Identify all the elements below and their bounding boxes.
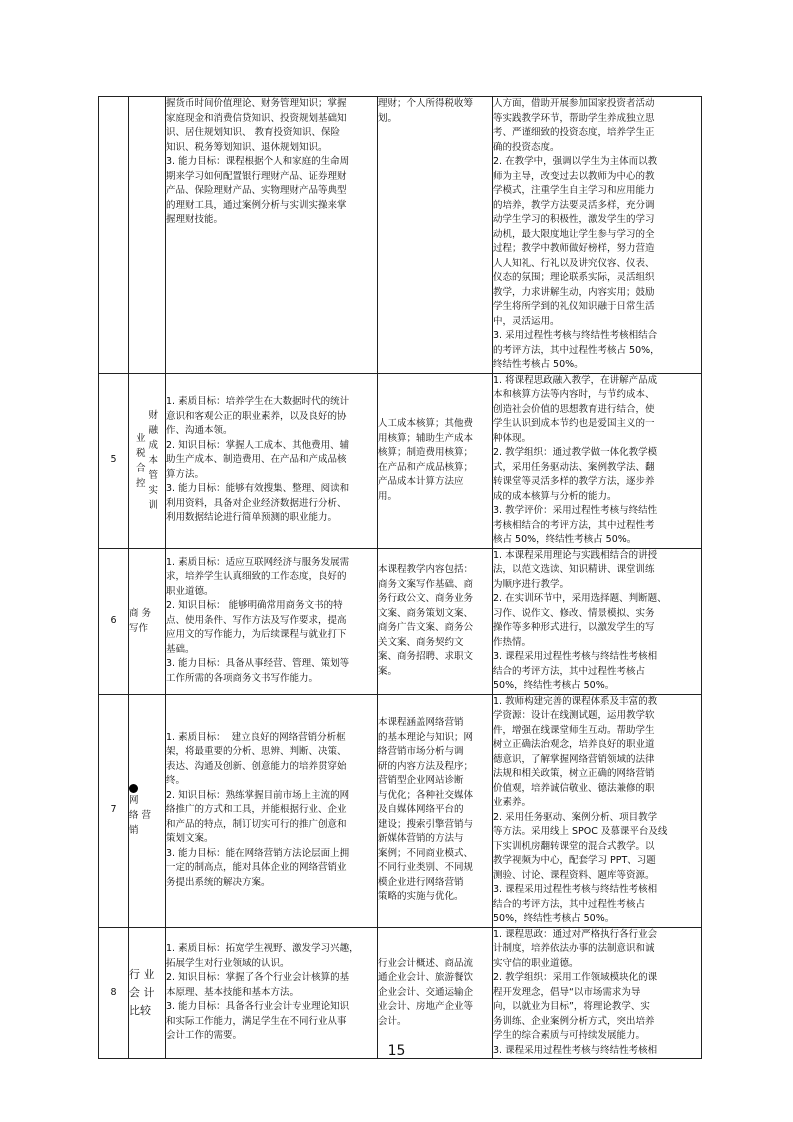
goal-line: 的理财工具，通过案例分析与实训实操来掌: [166, 199, 347, 211]
content-line: 通企业会计、旅游餐饮: [378, 972, 474, 983]
course-number-cell: 8: [99, 927, 129, 1059]
goal-line: 2. 知识目标： 能够明确常用商务文书的特: [166, 600, 343, 612]
content-line: 案、商务招聘、求职文: [378, 651, 474, 662]
goal-line: 利用数据结论进行简单预测的职业能力。: [166, 512, 338, 524]
goal-line: 工作所需的各项商务文书写作能力。: [166, 672, 319, 684]
teaching-requirements-cell: [493, 927, 702, 1059]
goal-line: 利用资料，具备对企业经济数据进行分析、: [166, 497, 347, 509]
requirement-line: 计制度，培养依法办事的法制意识和诚: [493, 943, 655, 954]
name-char: 财: [148, 410, 159, 421]
course-name-cell: [129, 694, 166, 927]
content-line: 建设；搜索引擎营销与: [378, 818, 474, 830]
goal-line: 2. 知识目标：熟练掌握目前市场上主流的网: [166, 789, 350, 801]
goal-line: 求，培养学生认真细致的工作态度，良好的: [166, 571, 347, 583]
name-line: 销: [129, 824, 139, 836]
table-row: [99, 927, 702, 1059]
requirement-line: 3. 采用过程性考核与终结性考核相结合: [493, 330, 658, 341]
goal-line: 3. 能力目标：课程根据个人和家庭的生命周: [166, 156, 350, 167]
name-line: 写作: [129, 623, 149, 634]
requirement-line: 1. 将课程思政融入教学，在讲解产品成: [493, 374, 658, 386]
content-line: 用。: [378, 490, 398, 502]
requirement-line: 学生将所学到的礼仪知识融于日常生活: [493, 301, 655, 312]
table-row: [99, 97, 702, 374]
goal-line: 产品、保险理财产品、实物理财产品等典型: [166, 185, 347, 196]
course-content-cell: [378, 97, 493, 374]
requirement-line: 2. 采用任务驱动、案例分析、项目教学: [493, 811, 658, 823]
table-row: [99, 548, 702, 694]
name-line: 行 业: [129, 967, 155, 981]
course-name: [129, 784, 165, 838]
requirement-line: 3. 课程采用过程性考核与终结性考核相: [493, 651, 658, 662]
requirement-line: 树立正确法治观念，培养良好的职业道: [493, 739, 655, 750]
requirement-line: 业素养。: [493, 797, 532, 808]
content-line: 不同行业类别、不同规: [378, 862, 474, 874]
curriculum-table: [98, 96, 702, 1059]
goal-line: 2. 知识目标：掌握人工成本、其他费用、辅: [166, 439, 350, 451]
requirement-line: 程开发理念，倡导“以市场需求为导: [493, 986, 641, 998]
requirement-line: 人方面，借助开展参加国家投资者活动: [493, 98, 655, 109]
content-line: 新媒体营销的方法与: [378, 833, 464, 845]
requirement-line: 50%，终结性考核占 50%。: [493, 913, 615, 924]
requirement-line: 学资源：设计在线测试题，运用教学软: [493, 710, 655, 721]
requirement-line: 中，灵活运用。: [493, 315, 560, 327]
requirement-line: 人人知礼、行礼以及讲究仪容、仪表、: [493, 257, 655, 269]
goal-line: 期来学习如何配置银行理财产品、证券理财: [166, 170, 347, 182]
content-line: 络营销市场分析与调: [378, 746, 464, 758]
content-line: 案。: [378, 665, 398, 677]
requirement-line: 测验、讨论、课程资料、题库等资源。: [493, 869, 655, 881]
requirement-line: 务训练、企业案例分析方式，突出培养: [493, 1015, 655, 1027]
requirement-line: 师为主导，改变过去以教师为中心的教: [493, 170, 655, 182]
requirement-line: 等实践教学环节，帮助学生养成独立思: [493, 112, 655, 124]
course-number-cell: 7: [99, 694, 129, 927]
requirement-line: 式，采用任务驱动法、案例教学法、翻: [493, 461, 655, 473]
content-line: 产品成本计算方法应: [378, 476, 464, 487]
goal-line: 务提出系统的解决方案。: [166, 876, 271, 888]
content-line: 理财；个人所得税收筹: [378, 98, 474, 109]
goal-line: 3. 能力目标：具备各行业会计专业理论知识: [166, 1001, 350, 1012]
requirement-line: 结合的考评方法，其中过程性考核占: [493, 665, 646, 677]
requirement-line: 过程；教学中教师做好榜样，努力营造: [493, 243, 655, 254]
name-char: 业: [135, 432, 146, 444]
goal-line: 和产品的特点，制订切实可行的推广创意和: [166, 818, 347, 830]
requirement-line: 教学，力求讲解生动，内容实用；鼓励: [493, 286, 655, 298]
goal-line: 握货币时间价值理论、财务管理知识；掌握: [166, 98, 347, 109]
content-line: 模企业进行网络营销: [378, 876, 464, 888]
name-char: 税: [135, 447, 146, 459]
requirement-line: 操作等多种形式进行，以激发学生的写: [493, 622, 655, 633]
goal-line: 1. 素质目标：培养学生在大数据时代的统计: [166, 396, 350, 408]
name-char: 管: [148, 470, 159, 481]
teaching-requirements-cell: [493, 694, 702, 927]
requirement-line: 种体现。: [493, 432, 532, 444]
goal-line: 助生产成本、制造费用、在产品和产成品核: [166, 454, 347, 466]
requirement-line: 下实训机房翻转课堂的混合式教学。以: [493, 840, 655, 852]
requirement-line: 1. 本课程采用理论与实践相结合的讲授: [493, 549, 658, 561]
content-line: 研的内容方法及程序；: [378, 760, 474, 772]
requirement-line: 1. 教师构建完善的课程体系及丰富的教: [493, 695, 658, 707]
requirement-line: 作热情。: [493, 636, 532, 648]
requirement-line: 终结性考核占 50%。: [493, 359, 584, 370]
goal-line: 2. 知识目标：掌握了各个行业会计核算的基: [166, 972, 350, 983]
requirement-line: 1. 课程思政：通过对严格执行各行业会: [493, 928, 658, 940]
name-char: 实: [148, 485, 159, 496]
goal-line: 会计工作的需要。: [166, 1030, 243, 1041]
content-line: 本课程教学内容包括：: [378, 564, 474, 575]
requirement-line: 3. 课程采用过程性考核与终结性考核相: [493, 1044, 658, 1056]
course-name: [129, 606, 165, 636]
content-line: 核算；制造费用核算；: [378, 447, 474, 458]
page-number: 15: [387, 1043, 406, 1059]
name-char: 网: [129, 794, 139, 806]
name-line: 比较: [129, 1003, 151, 1017]
content-line: 案例；不同商业模式、: [378, 847, 474, 859]
name-char: 本: [148, 455, 159, 466]
requirement-line: 习作、说作文、修改、情景模拟、实务: [493, 607, 655, 619]
content-line: 业会计、房地产企业等: [378, 1001, 474, 1012]
content-line: 在产品和产成品核算；: [378, 461, 474, 473]
goal-line: 握理财技能。: [166, 214, 224, 225]
course-goals-cell: [166, 927, 378, 1059]
goal-line: 作、沟通本领。: [166, 425, 233, 437]
requirement-line: 德意识，了解掌握网络营销领域的法律: [493, 753, 655, 765]
goal-line: 架，将最重要的分析、思辨、判断、决策、: [166, 746, 347, 758]
requirement-line: 向，以就业为目标”，将理论教学、实: [493, 1001, 650, 1012]
goal-line: 识、居住规划知识、 教育投资知识、保险: [166, 127, 341, 138]
course-name-cell: [129, 373, 166, 548]
requirement-line: 教学视频为中心，配套学习 PPT、习题: [493, 855, 656, 866]
goal-line: 职业道德。: [166, 585, 214, 597]
content-line: 营销型企业网站诊断: [378, 775, 464, 787]
course-goals-cell: [166, 97, 378, 374]
goal-line: 知识、税务筹划知识、退休规划知识。: [166, 141, 328, 153]
name-char: 融: [148, 425, 159, 436]
requirement-line: 动机，最大限度地让学生参与学习的全: [493, 228, 655, 240]
course-content-cell: [378, 548, 493, 694]
name-char: 合: [135, 462, 146, 474]
goal-line: 3. 能力目标：能够有效搜集、整理、阅读和: [166, 483, 350, 495]
course-name-cell: [129, 548, 166, 694]
course-content-cell: [378, 373, 493, 548]
content-line: 务行政公文、商务业务: [378, 593, 474, 604]
goal-line: 家庭现金和消费信贷知识、投资规划基础知: [166, 112, 347, 124]
requirement-line: 创造社会价值的思想教育进行结合，使: [493, 403, 655, 415]
teaching-requirements-cell: [493, 548, 702, 694]
content-line: 的基本理论与知识；网: [378, 731, 474, 743]
course-number-cell: [99, 97, 129, 374]
requirement-line: 3. 课程采用过程性考核与终结性考核相: [493, 884, 658, 895]
requirement-line: 学生的综合素质与可持续发展能力。: [493, 1030, 646, 1041]
goal-line: 算方法。: [166, 468, 205, 480]
requirement-line: 转课堂等灵活多样的教学方法，逐步养: [493, 476, 655, 487]
goal-line: 络推广的方式和工具，并能根据行业、企业: [166, 804, 347, 816]
requirement-line: 本和核算方法等内容时，与节约成本、: [493, 389, 655, 400]
course-name-column: [149, 408, 159, 513]
name-line: [129, 784, 165, 808]
name-line: 络 营: [129, 809, 152, 821]
goal-line: 和实际工作能力，满足学生在不同行业从事: [166, 1015, 347, 1027]
requirement-line: 2. 教学组织：采用工作领域模块化的课: [493, 972, 658, 983]
goal-line: 1. 素质目标：适应互联网经济与服务发展需: [166, 556, 350, 568]
name-char: 训: [148, 500, 159, 511]
goal-line: 1. 素质目标： 建立良好的网络营销分析框: [166, 731, 346, 743]
goal-line: 3. 能力目标：具备从事经营、管理、策划等: [166, 658, 350, 670]
content-line: 划。: [378, 112, 398, 124]
requirement-line: 2. 教学组织：通过教学做一体化教学模: [493, 447, 658, 458]
name-char: 控: [135, 477, 146, 489]
course-goals-cell: [166, 694, 378, 927]
course-name-cell: [129, 97, 166, 374]
content-line: 本课程涵盖网络营销: [378, 717, 464, 729]
course-name-column: [136, 431, 146, 491]
goal-line: 终。: [166, 775, 186, 787]
requirement-line: 仪态的氛围；理论联系实际，灵活组织: [493, 272, 655, 283]
requirement-line: 法，以范文选读、知识精讲、课堂训练: [493, 564, 655, 575]
requirement-line: 的考评方法，其中过程性考核占 50%，: [493, 344, 660, 356]
goal-line: 本原理、基本技能和基本方法。: [166, 986, 300, 998]
goal-line: 策划文案。: [166, 833, 214, 845]
requirement-line: 2. 在实训环节中，采用选择题、判断题、: [493, 593, 667, 604]
course-name: [129, 966, 165, 1020]
table-row: [99, 694, 702, 927]
course-name-cell: [129, 927, 166, 1059]
requirement-line: 价值观，培养诚信敬业、德法兼修的职: [493, 782, 655, 794]
requirement-line: 确的投资态度。: [493, 141, 560, 153]
goal-line: 3. 能力目标：能在网络营销方法论层面上拥: [166, 847, 350, 859]
content-line: 策略的实施与优化。: [378, 891, 464, 903]
content-line: 企业会计、交通运输企: [378, 986, 474, 998]
name-line: 会 计: [129, 985, 155, 999]
requirement-line: 件，增强在线课堂师生互动。帮助学生: [493, 724, 655, 736]
requirement-line: 结合的考评方法，其中过程性考核占: [493, 898, 646, 910]
course-goals-cell: [166, 548, 378, 694]
name-char: 成: [148, 440, 159, 451]
content-line: 商务广告文案、商务公: [378, 622, 474, 633]
goal-line: 应用文的写作能力，为后续课程与就业打下: [166, 629, 347, 641]
requirement-line: 成的成本核算与分析的能力。: [493, 490, 617, 502]
bullet-icon: [129, 784, 138, 793]
content-line: 用核算；辅助生产成本: [378, 432, 474, 444]
goal-line: 基础。: [166, 643, 195, 655]
course-number-cell: 6: [99, 548, 129, 694]
content-line: 人工成本核算；其他费: [378, 418, 474, 429]
requirement-line: 的培养，教学方法要灵活多样，充分调: [493, 199, 655, 211]
requirement-line: 实守信的职业道德。: [493, 957, 579, 969]
teaching-requirements-cell: [493, 97, 702, 374]
content-line: 文案、商务策划文案、: [378, 607, 474, 619]
name-line: 商 务: [129, 608, 152, 619]
requirement-line: 动学生学习的积极性，激发学生的学习: [493, 214, 655, 225]
goal-line: 一定的制高点，能对具体企业的网络营销业: [166, 862, 347, 874]
table-row: [99, 373, 702, 548]
content-line: 会计。: [378, 1015, 407, 1027]
requirement-line: 考、严谨细致的投资态度，培养学生正: [493, 127, 655, 138]
requirement-line: 2. 在教学中，强调以学生为主体而以教: [493, 156, 658, 167]
requirement-line: 法规和相关政策，树立正确的网络营销: [493, 768, 655, 779]
content-line: 关文案、商务契约文: [378, 636, 464, 648]
goal-line: 点、使用条件、写作方法及写作要求，提高: [166, 614, 347, 626]
course-number-cell: 5: [99, 373, 129, 548]
course-content-cell: [378, 927, 493, 1059]
goal-line: 拓展学生对行业领域的认识。: [166, 957, 290, 969]
goal-line: 表达、沟通及创新、创意能力的培养贯穿始: [166, 760, 347, 772]
teaching-requirements-cell: [493, 373, 702, 548]
goal-line: 意识和客观公正的职业素养，以及良好的协: [166, 410, 347, 422]
requirement-line: 等方法。采用线上 SPOC 及慕课平台及线: [493, 826, 668, 837]
requirement-line: 学模式，注重学生自主学习和应用能力: [493, 185, 655, 196]
course-goals-cell: [166, 373, 378, 548]
requirement-line: 为顺序进行教学。: [493, 578, 570, 590]
course-content-cell: [378, 694, 493, 927]
content-line: 与优化；各种社交媒体: [378, 789, 474, 801]
content-line: 行业会计概述、商品流: [378, 957, 474, 969]
requirement-line: 50%，终结性考核占 50%。: [493, 680, 615, 691]
requirement-line: 学生认识到成本节约也是爱国主义的一: [493, 418, 655, 429]
requirement-line: 考核相结合的考评方法，其中过程性考: [493, 519, 655, 531]
requirement-line: 核占 50%，终结性考核占 50%。: [493, 534, 637, 545]
requirement-line: 3. 教学评价：采用过程性考核与终结性: [493, 505, 658, 516]
content-line: 及自媒体网络平台的: [378, 804, 464, 816]
goal-line: 1. 素质目标：拓宽学生视野、激发学习兴趣，: [166, 943, 359, 954]
content-line: 商务文案写作基础、商: [378, 578, 474, 590]
